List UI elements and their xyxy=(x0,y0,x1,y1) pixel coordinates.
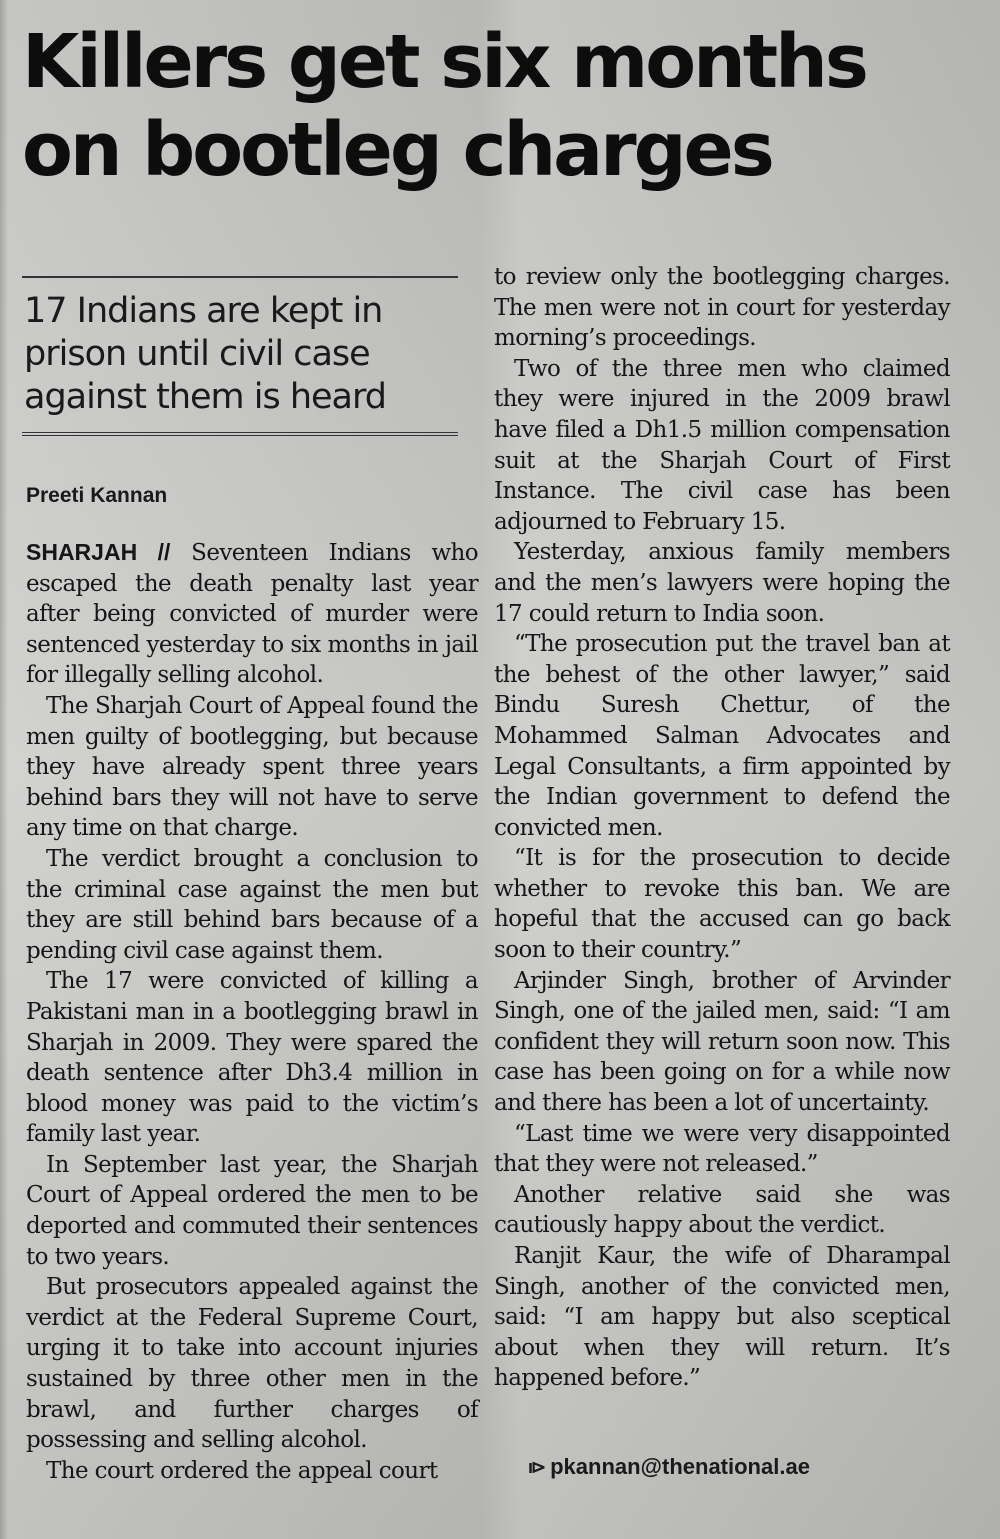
paragraph: Ranjit Kaur, the wife of Dharampal Singh, another of the convicted men, said: “I am happy but also sceptical about when they will return. It’s happened before.” xyxy=(494,1243,950,1392)
deck-bottom-rule xyxy=(22,432,458,440)
paragraph: In September last year, the Sharjah Court of Appeal ordered the men to be deported and commuted their sentences to two years. xyxy=(26,1151,478,1270)
deck-top-rule xyxy=(22,276,458,278)
left-column xyxy=(26,537,478,1486)
deck-subheadline: 17 Indians are kept in prison until civil case against them is heard xyxy=(24,291,387,417)
paragraph: Another relative said she was cautiously happy about the verdict. xyxy=(494,1181,950,1239)
dateline: SHARJAH // xyxy=(26,539,171,565)
author-email xyxy=(528,1454,810,1480)
email-address: pkannan@thenational.ae xyxy=(550,1454,810,1479)
paragraph: Arjinder Singh, brother of Arvinder Singh, one of the jailed men, said: “I am confident they will return soon now. This case has been going on for a while now and there has been a lot of uncertainty. xyxy=(494,967,950,1117)
right-column xyxy=(494,262,950,1394)
arrow-pointer-icon: ı⊳ xyxy=(528,1456,545,1477)
paragraph: “The prosecution put the travel ban at the behest of the other lawyer,” said Bindu Suresh Chettur, of the Mohammed Salman Advocates and Legal Consultants, a firm appointed by the Indian government to defend the convicted men. xyxy=(494,631,950,841)
paragraph-text: Seventeen Indians who escaped the death penalty last year after being convicted of murder were sentenced yesterday to six months in jail for illegally selling alcohol. xyxy=(26,540,478,689)
headline-line-1: Killers get six months xyxy=(22,19,866,105)
left-page-edge xyxy=(0,0,8,1539)
headline xyxy=(22,18,982,194)
paragraph: “Last time we were very disappointed that they were not released.” xyxy=(494,1120,950,1178)
paragraph: But prosecutors appealed against the verdict at the Federal Supreme Court, urging it to take into account injuries sustained by three other men in the brawl, and further charges of possessing and selling alcohol. xyxy=(26,1274,478,1454)
paragraph: to review only the bootlegging charges. The men were not in court for yesterday morning’s proceedings. xyxy=(494,264,950,352)
paragraph: The court ordered the appeal court xyxy=(46,1457,438,1484)
paragraph: “It is for the prosecution to decide whether to revoke this ban. We are hopeful that the accused can go back soon to their country.” xyxy=(494,845,950,964)
headline-line-2: on bootleg charges xyxy=(22,107,772,193)
byline: Preeti Kannan xyxy=(26,484,168,507)
paragraph: The Sharjah Court of Appeal found the men guilty of bootlegging, but because they have already spent three years behind bars they will not have to serve any time on that charge. xyxy=(26,692,478,842)
paragraph: The verdict brought a conclusion to the criminal case against the men but they are still behind bars because of a pending civil case against them. xyxy=(26,845,478,964)
paragraph xyxy=(26,537,478,691)
paragraph: The 17 were convicted of killing a Pakistani man in a bootlegging brawl in Sharjah in 2009. They were spared the death sentence after Dh3.4 million in blood money was paid to the victim’s family last year. xyxy=(26,968,478,1148)
paragraph: Yesterday, anxious family members and the men’s lawyers were hoping the 17 could return to India soon. xyxy=(494,539,950,627)
paragraph: Two of the three men who claimed they were injured in the 2009 brawl have filed a Dh1.5 million compensation suit at the Sharjah Court of First Instance. The civil case has been adjourned to February 15. xyxy=(494,355,950,535)
